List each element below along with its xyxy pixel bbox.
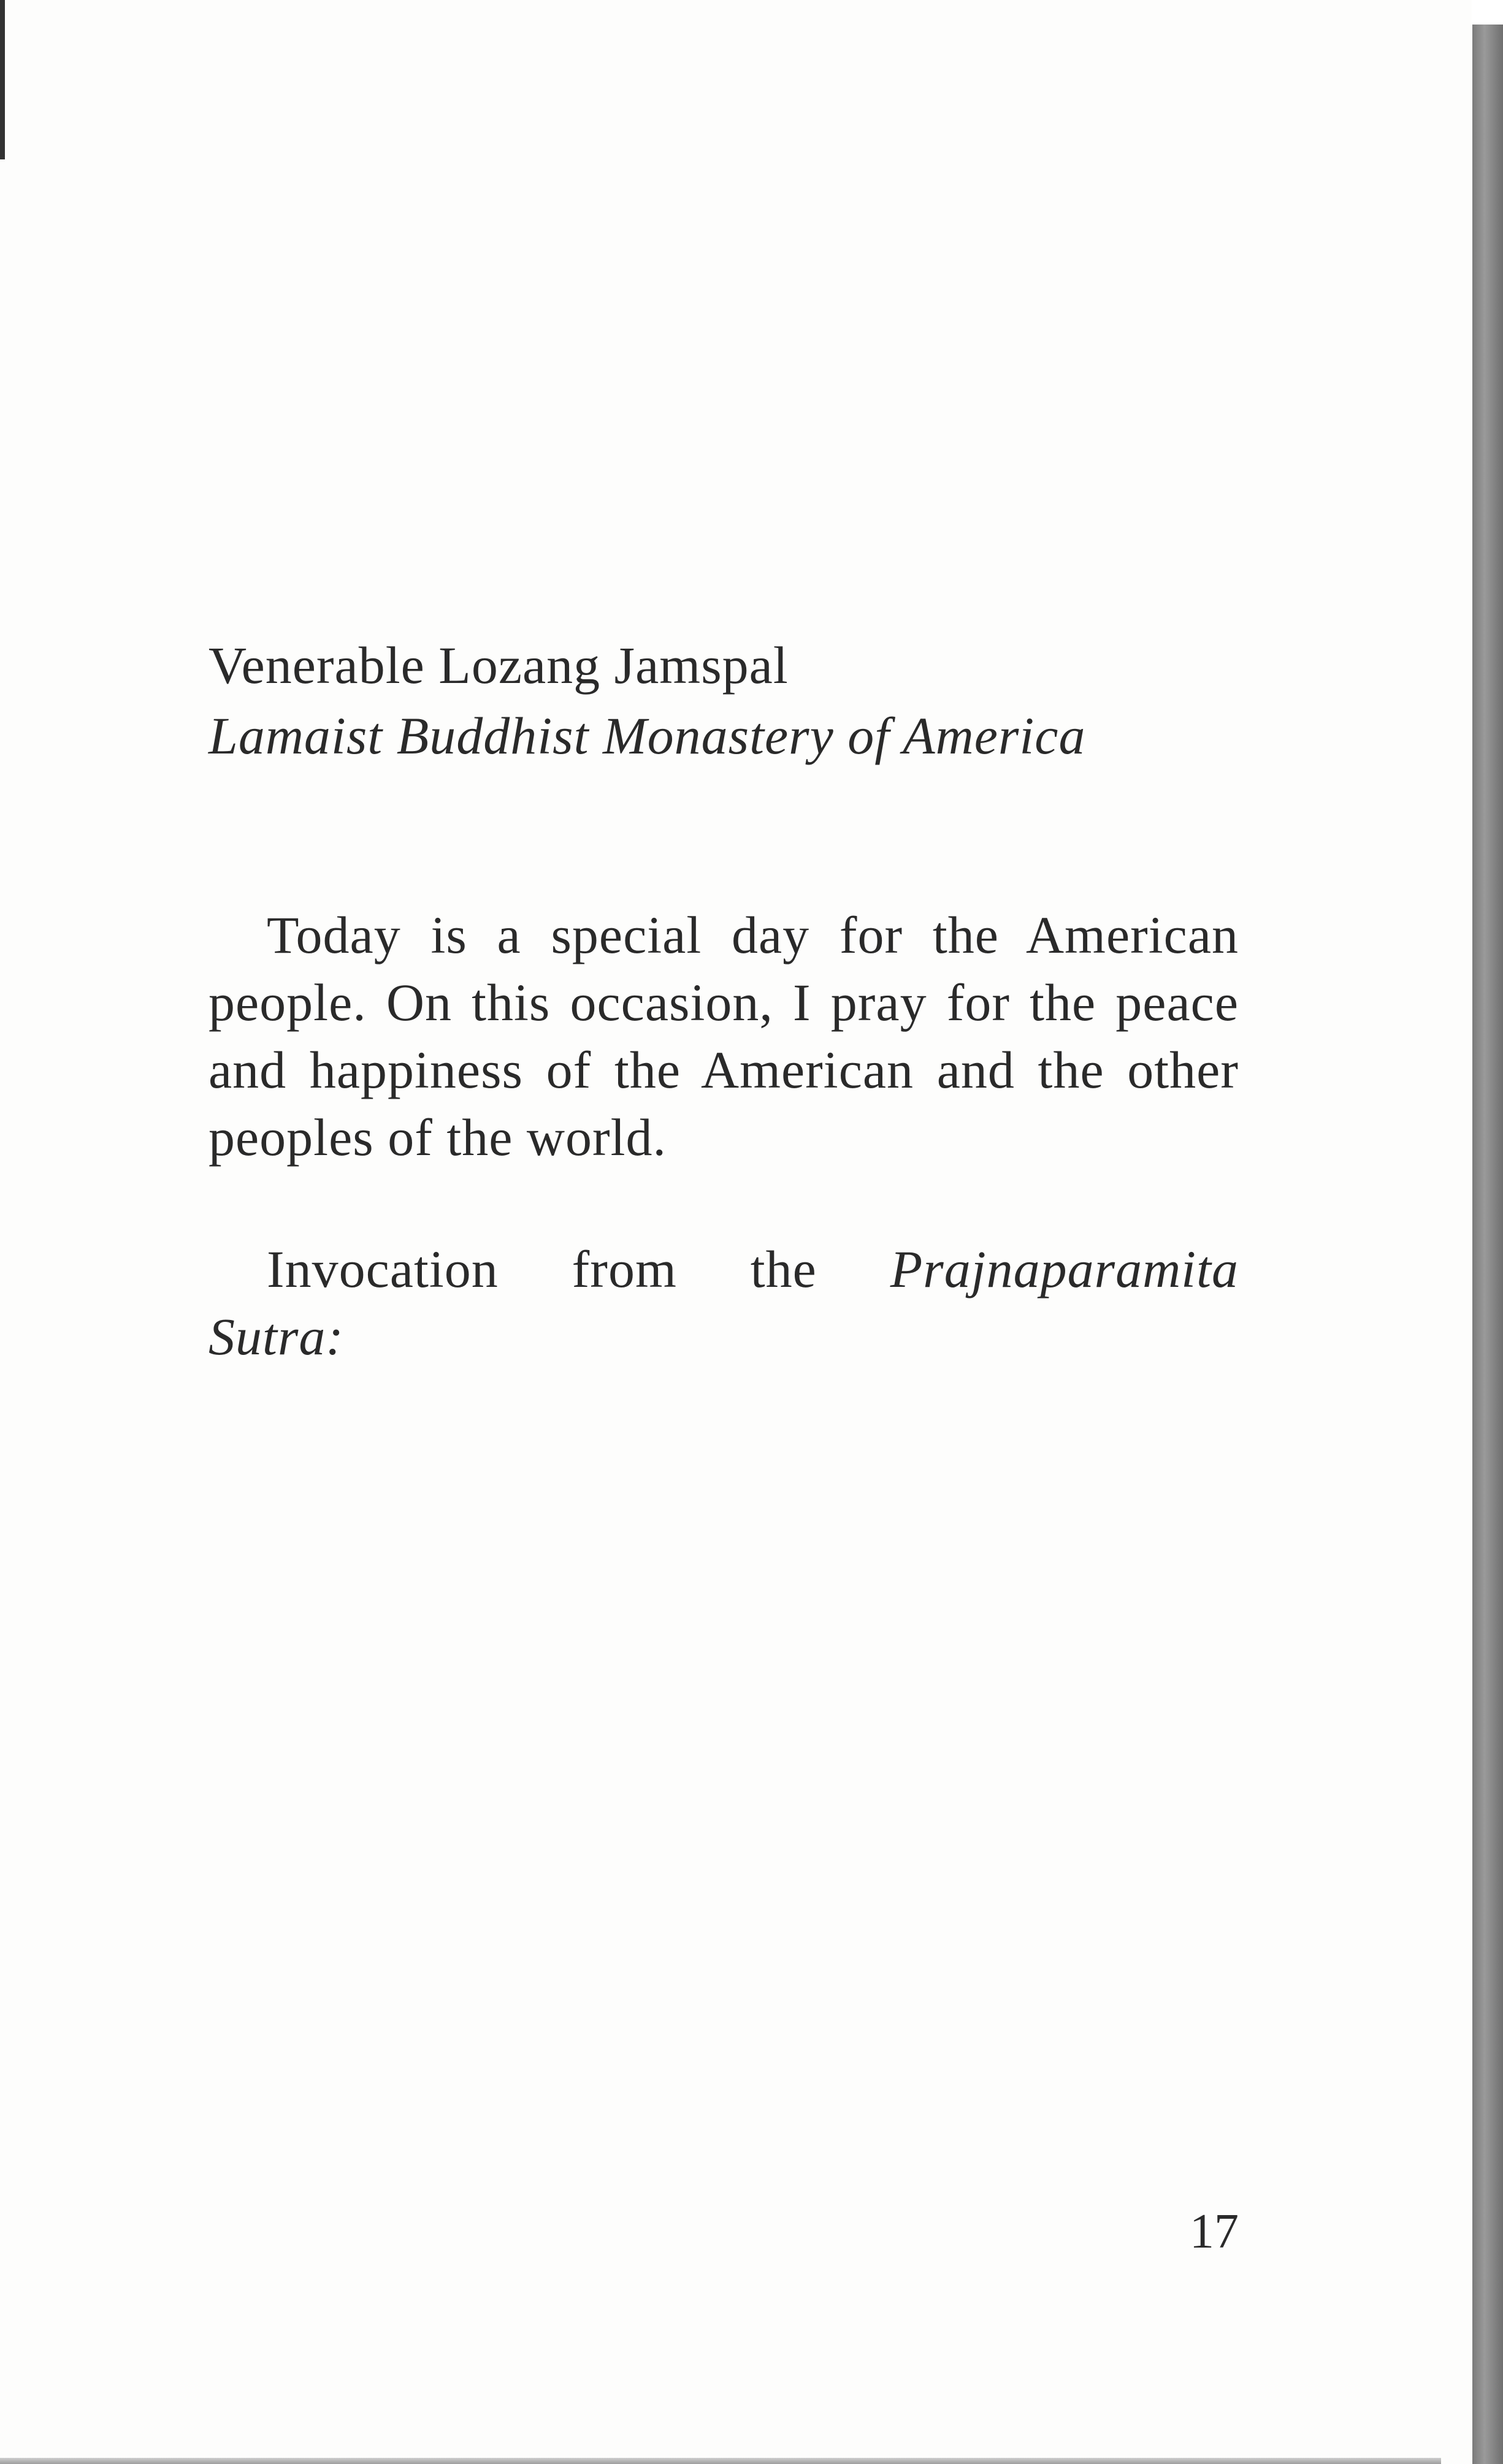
page-number: 17: [1190, 2205, 1239, 2259]
speaker-affiliation: Lamaist Buddhist Monastery of America: [208, 706, 1086, 765]
invocation-word: the: [750, 1240, 817, 1299]
invocation-line: [267, 1235, 1239, 1303]
sutra-suffix: Sutra:: [208, 1307, 344, 1366]
page-edge-left: [0, 0, 5, 159]
sutra-name: Prajnaparamita: [890, 1240, 1239, 1299]
speaker-name: Venerable Lozang Jamspal: [208, 636, 789, 695]
invocation-word: Invocation: [267, 1240, 499, 1299]
paragraph-greeting: Today is a special day for the American people. On this occasion, I pray for the peace and happiness of the American and the other peoples of the world.: [208, 906, 1239, 1167]
invocation-word: from: [572, 1240, 677, 1299]
page-edge-bottom: [0, 2458, 1441, 2464]
paragraph-invocation: [208, 1235, 1239, 1370]
page-edge-right: [1472, 25, 1503, 2464]
